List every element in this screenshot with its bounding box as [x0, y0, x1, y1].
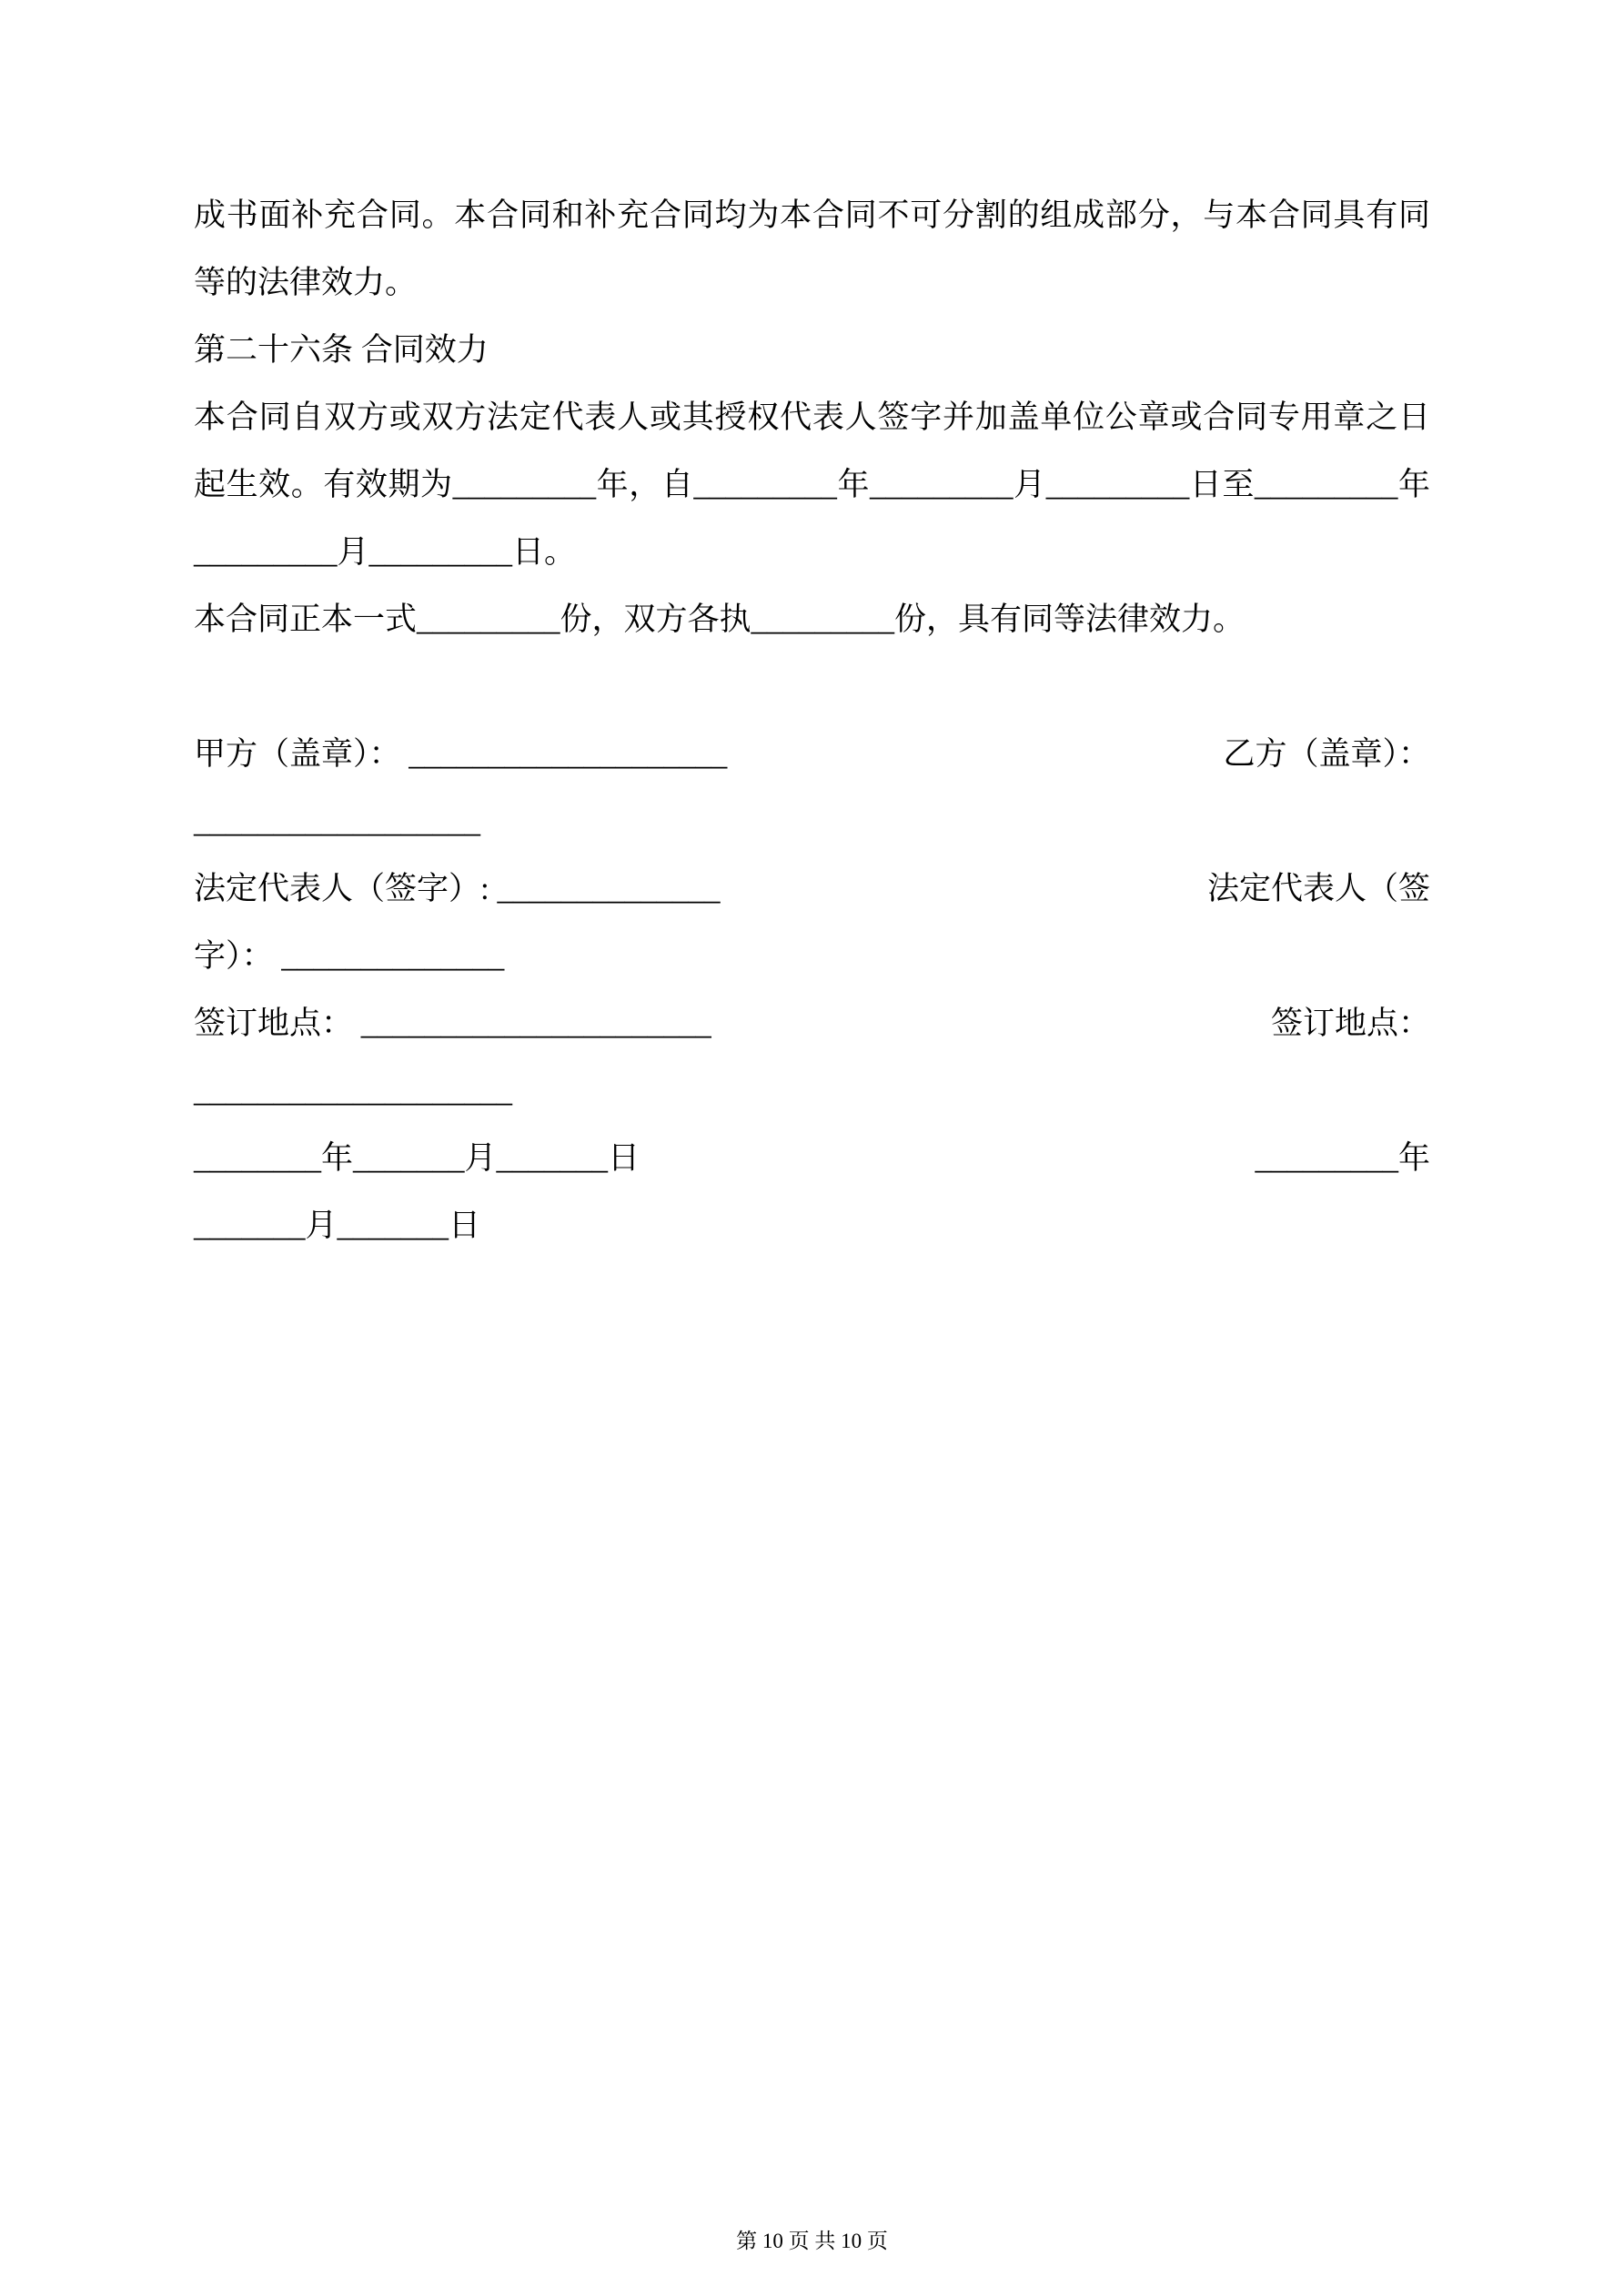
- party-b-signing-place-blank-line: ____________________: [194, 1073, 512, 1108]
- article-26-heading: 第二十六条 合同效力: [194, 332, 489, 368]
- counterparts-paragraph: 本合同正本一式_________份，双方各执_________份，具有同等法律效力。: [194, 602, 1246, 637]
- signing-date-row: [194, 1125, 1430, 1192]
- signing-place-row: [194, 990, 1430, 1057]
- validity-period-paragraph: 本合同自双方或双方法定代表人或其授权代表人签字并加盖单位公章或合同专用章之日起生效。有效期为_________年，自_________年_________月_________日至_________年_________月_________日。: [194, 400, 1430, 570]
- signature-block: [194, 721, 1430, 1259]
- party-a-seal-label: 甲方（盖章）： ____________________: [194, 736, 728, 772]
- party-a-representative-label: 法定代表人（签字）: ______________: [194, 871, 721, 906]
- party-a-signing-date-label: ________年_______月_______日: [194, 1140, 641, 1176]
- party-b-signing-date-wrap-line: _______月_______日: [194, 1208, 481, 1243]
- party-b-signing-place-label: 签订地点：: [1270, 1006, 1430, 1041]
- seal-row: [194, 721, 1430, 788]
- closing-clause-paragraph: 成书面补充合同。本合同和补充合同均为本合同不可分割的组成部分，与本合同具有同等的法律效力。: [194, 197, 1430, 300]
- party-b-seal-label: 乙方（盖章）：: [1223, 736, 1430, 772]
- page-number-footer: 第 10 页 共 10 页: [736, 2230, 888, 2252]
- party-b-seal-blank-line: __________________: [194, 804, 480, 839]
- party-b-signing-date-label: _________年: [1255, 1140, 1430, 1176]
- representative-row: [194, 855, 1430, 923]
- party-b-representative-label: 法定代表人（签: [1206, 871, 1430, 906]
- party-b-representative-wrap-line: 字）： ______________: [194, 938, 505, 974]
- party-a-signing-place-label: 签订地点： ______________________: [194, 1006, 711, 1041]
